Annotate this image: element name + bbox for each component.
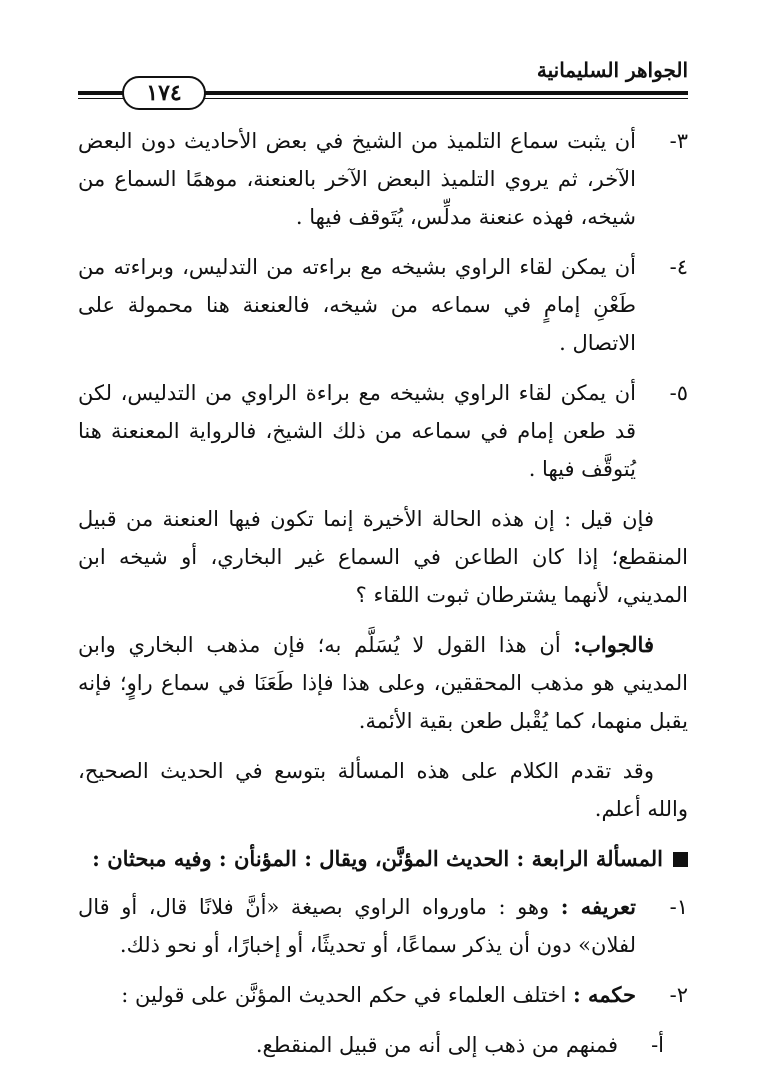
page-body	[78, 122, 688, 1076]
conclusion-paragraph: وقد تقدم الكلام على هذه المسألة بتوسع في الحديث الصحيح، والله أعلم.	[78, 759, 688, 821]
page-header	[78, 52, 688, 106]
list-text	[78, 976, 636, 1014]
list-text: أن يثبت سماع التلميذ من الشيخ في بعض الأحاديث دون البعض الآخر، ثم يروي التلميذ البعض الآخر بالعنعنة، موهمًا السماع من شيخه، فهذه عنعنة مدلِّس، يُتَوقف فيها .	[78, 129, 636, 229]
section-heading-text: المسألة الرابعة : الحديث المؤنَّن، ويقال : المؤنأن : وفيه مبحثان :	[92, 846, 663, 871]
book-title: الجواهر السليمانية	[536, 58, 688, 82]
list-item	[78, 888, 688, 964]
page-number: ١٧٤	[122, 76, 206, 110]
list-text	[78, 888, 636, 964]
list-number: ٥-	[669, 381, 688, 405]
list-item	[78, 374, 688, 488]
term-label: تعريفه :	[560, 894, 637, 919]
answer-paragraph	[78, 626, 688, 740]
answer-label: فالجواب:	[573, 632, 654, 657]
term-label: حكمه :	[572, 982, 636, 1007]
section-heading	[78, 840, 688, 878]
sub-list-text: فمنهم من ذهب إلى أنه من قبيل المنقطع.	[255, 1033, 618, 1057]
list-item	[78, 248, 688, 362]
list-item	[78, 122, 688, 236]
answer-text: أن هذا القول لا يُسَلَّم به؛ فإن مذهب البخاري وابن المديني هو مذهب المحققين، وعلى هذا فإذا طَعَنَا في سماع راوٍ؛ فإنه يقبل منهما، كما يُقْبل طعن بقية الأئمة.	[78, 633, 688, 733]
term-text: اختلف العلماء في حكم الحديث المؤنَّن على قولين :	[121, 983, 573, 1007]
list-item	[78, 976, 688, 1014]
sub-list-item	[78, 1026, 688, 1064]
list-number: ٣-	[669, 129, 688, 153]
list-text: أن يمكن لقاء الراوي بشيخه مع براءة الراوي من التدليس، لكن قد طعن إمام في سماعه من ذلك الشيخ، فالرواية المعنعنة هنا يُتوقَّف فيها .	[78, 381, 636, 481]
question-paragraph: فإن قيل : إن هذه الحالة الأخيرة إنما تكون فيها العنعنة من قبيل المنقطع؛ إذا كان الطاعن في السماع غير البخاري، أو شيخه ابن المديني، لأنهما يشترطان ثبوت اللقاء ؟	[78, 507, 688, 607]
list-text: أن يمكن لقاء الراوي بشيخه مع براءته من التدليس، وبراءته من طَعْنِ إمامٍ في سماعه من شيخه، فالعنعنة هنا محمولة على الاتصال .	[78, 255, 636, 355]
list-number: ١-	[669, 895, 688, 919]
list-number: ٢-	[669, 983, 688, 1007]
sub-list-letter: أ-	[651, 1033, 664, 1057]
term-text: وهو : ماورواه الراوي بصيغة «أنَّ فلانًا قال، أو قال لفلان» دون أن يذكر سماعًا، أو تحديثًا، أو إخبارًا، أو نحو ذلك.	[78, 895, 636, 957]
list-number: ٤-	[669, 255, 688, 279]
square-bullet-icon	[673, 852, 688, 867]
